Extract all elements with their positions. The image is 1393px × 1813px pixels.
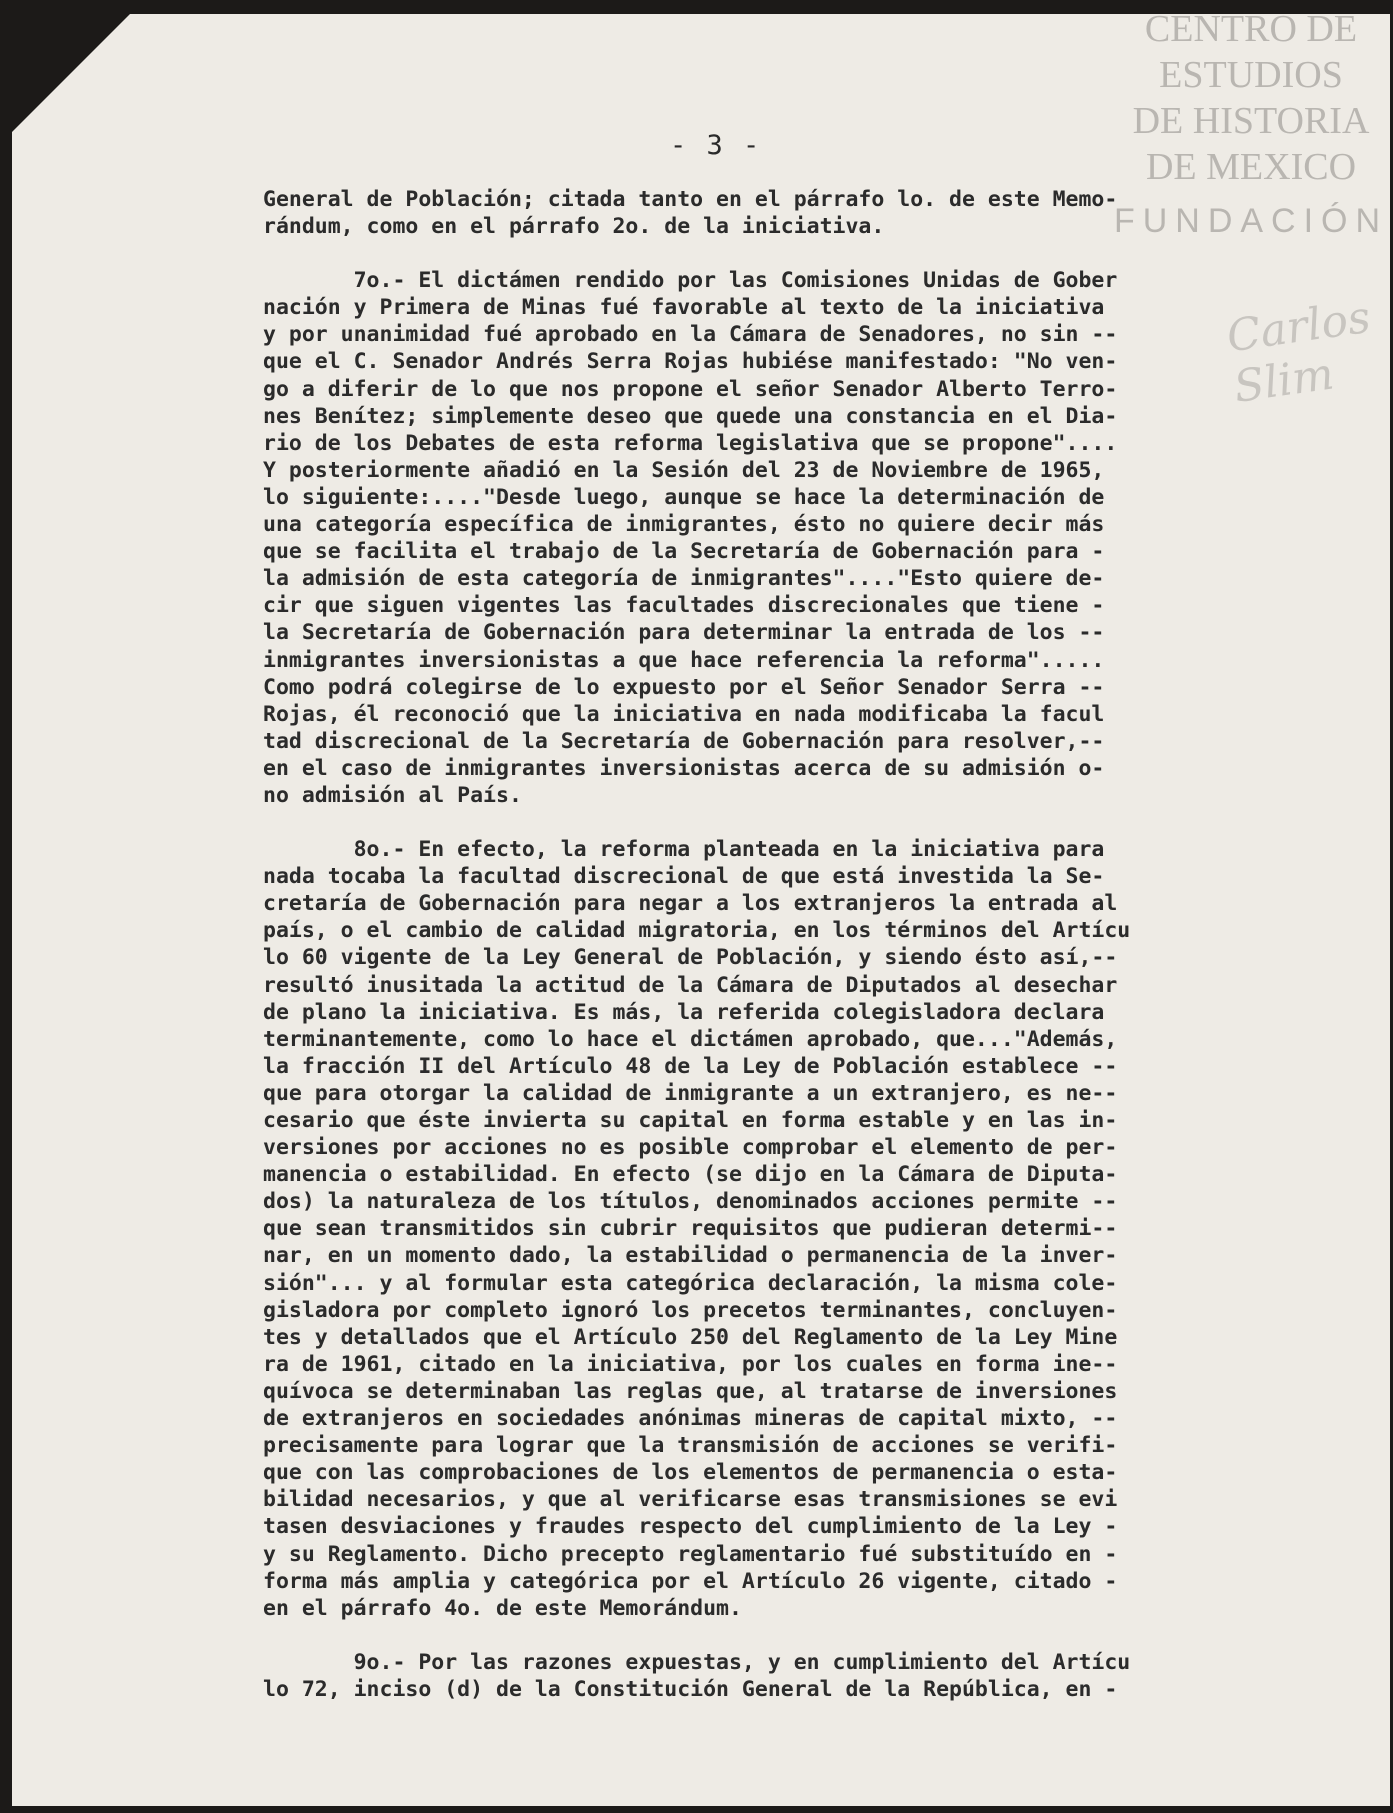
text-line: que para otorgar la calidad de inmigrante a un extranjero, es ne-- (263, 1080, 1118, 1106)
text-line: versiones por acciones no es posible comprobar el elemento de per- (263, 1135, 1118, 1161)
watermark-line: CENTRO DE (1144, 8, 1358, 50)
text-line: 7o.- El dictámen rendido por las Comisiones Unidas de Gober (263, 268, 1118, 294)
text-line: rándum, como en el párrafo 2o. de la iniciativa. (263, 214, 885, 240)
text-line: que se facilita el trabajo de la Secretaría de Gobernación para - (263, 539, 1105, 565)
text-line: lo 72, inciso (d) de la Constitución General de la República, en - (263, 1676, 1118, 1702)
text-line: bilidad necesarios, y que al verificarse esas transmisiones se evi (263, 1487, 1118, 1513)
text-line: lo siguiente:...."Desde luego, aunque se hace la determinación de (263, 484, 1105, 510)
text-line: ra de 1961, citado en la iniciativa, por los cuales en forma ine-- (263, 1351, 1118, 1377)
watermark-line: ESTUDIOS (1159, 54, 1343, 96)
document-body (263, 186, 1373, 1730)
watermark-line: DE HISTORIA (1132, 100, 1370, 142)
text-line: precisamente para lograr que la transmisión de acciones se verifi- (263, 1433, 1118, 1459)
text-line: sión"... y al formular esta categórica declaración, la misma cole- (263, 1270, 1118, 1296)
text-line: en el párrafo 4o. de este Memorándum. (263, 1595, 742, 1621)
page-number: - 3 - (670, 130, 762, 161)
text-line: 9o.- Por las razones expuestas, y en cumplimiento del Artícu (263, 1649, 1131, 1675)
text-line: una categoría específica de inmigrantes, ésto no quiere decir más (263, 512, 1105, 538)
text-line: Rojas, él reconoció que la iniciativa en nada modificaba la facul (263, 701, 1105, 727)
text-line: rio de los Debates de esta reforma legislativa que se propone".... (263, 430, 1118, 456)
text-line: manencia o estabilidad. En efecto (se dijo en la Cámara de Diputa- (263, 1162, 1118, 1188)
text-line: General de Población; citada tanto en el párrafo lo. de este Memo- (263, 187, 1118, 212)
watermark-line: DE MEXICO (1145, 146, 1357, 188)
text-line: que con las comprobaciones de los elementos de permanencia o esta- (263, 1460, 1118, 1486)
text-line: y por unanimidad fué aprobado en la Cámara de Senadores, no sin -- (263, 322, 1118, 348)
text-line: no admisión al País. (263, 782, 522, 808)
text-line: Y posteriormente añadió en la Sesión del 23 de Noviembre de 1965, (263, 457, 1105, 483)
paragraph (263, 267, 1373, 809)
paragraph (263, 186, 1373, 240)
text-line: tes y detallados que el Artículo 250 del Reglamento de la Ley Mine (263, 1324, 1118, 1350)
text-line: cesario que éste invierta su capital en forma estable y en las in- (263, 1108, 1118, 1133)
watermark-foundation: FUNDACIÓN (1113, 202, 1389, 240)
text-line: de extranjeros en sociedades anónimas mineras de capital mixto, -- (263, 1406, 1118, 1432)
text-line: dos) la naturaleza de los títulos, denominados acciones permite -- (263, 1189, 1118, 1215)
text-line: la fracción II del Artículo 48 de la Ley de Población establece -- (263, 1053, 1118, 1079)
text-line: 8o.- En efecto, la reforma planteada en la iniciativa para (263, 837, 1105, 863)
text-line: país, o el cambio de calidad migratoria, en los términos del Artícu (263, 918, 1131, 944)
text-line: tasen desviaciones y fraudes respecto del cumplimiento de la Ley - (263, 1514, 1118, 1540)
text-line: y su Reglamento. Dicho precepto reglamentario fué substituído en - (263, 1541, 1118, 1567)
text-line: cretaría de Gobernación para negar a los extranjeros la entrada al (263, 891, 1118, 917)
text-line: cir que siguen vigentes las facultades discrecionales que tiene - (263, 593, 1105, 619)
signature-watermark: Carlos Slim (1223, 291, 1374, 413)
text-line: en el caso de inmigrantes inversionistas acerca de su admisión o- (263, 755, 1105, 781)
text-line: que el C. Senador Andrés Serra Rojas hubiése manifestado: "No ven- (263, 349, 1118, 375)
paragraph (263, 836, 1373, 1622)
text-line: forma más amplia y categórica por el Artículo 26 vigente, citado - (263, 1568, 1118, 1594)
text-line: nación y Primera de Minas fué favorable al texto de la iniciativa (263, 295, 1105, 321)
text-line: nada tocaba la facultad discrecional de que está investida la Se- (263, 864, 1105, 890)
text-line: lo 60 vigente de la Ley General de Población, y siendo ésto así,-- (263, 945, 1118, 971)
text-line: que sean transmitidos sin cubrir requisitos que pudieran determi-- (263, 1216, 1118, 1242)
text-line: tad discrecional de la Secretaría de Gobernación para resolver,-- (263, 728, 1105, 754)
text-line: gisladora por completo ignoró los precetos terminantes, concluyen- (263, 1297, 1118, 1323)
text-line: nar, en un momento dado, la estabilidad o permanencia de la inver- (263, 1243, 1118, 1269)
text-line: la Secretaría de Gobernación para determinar la entrada de los -- (263, 620, 1105, 646)
paragraph (263, 1649, 1373, 1703)
text-line: inmigrantes inversionistas a que hace referencia la reforma"..... (263, 647, 1105, 673)
text-line: go a diferir de lo que nos propone el señor Senador Alberto Terro- (263, 376, 1118, 402)
text-line: terminantemente, como lo hace el dictámen aprobado, que..."Además, (263, 1026, 1118, 1052)
text-line: la admisión de esta categoría de inmigrantes"...."Esto quiere de- (263, 566, 1105, 592)
text-line: quívoca se determinaban las reglas que, al tratarse de inversiones (263, 1378, 1118, 1404)
text-line: Como podrá colegirse de lo expuesto por el Señor Senador Serra -- (263, 674, 1105, 700)
text-line: de plano la iniciativa. Es más, la referida colegisladora declara (263, 999, 1105, 1025)
text-line: resultó inusitada la actitud de la Cámara de Diputados al desechar (263, 972, 1118, 998)
text-line: nes Benítez; simplemente deseo que quede una constancia en el Dia- (263, 403, 1118, 429)
